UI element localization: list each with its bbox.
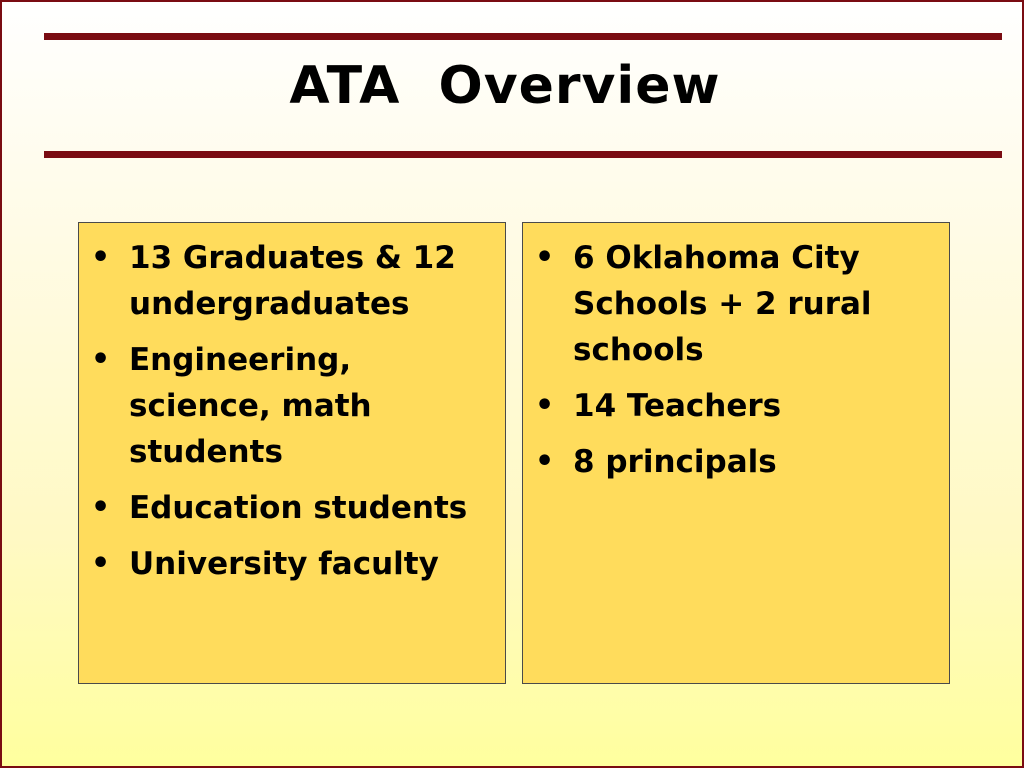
bullet-icon: •: [91, 546, 111, 581]
list-item: [89, 541, 495, 587]
list-item: [89, 337, 495, 475]
right-content-box: [522, 222, 950, 684]
left-content-box: [78, 222, 506, 684]
list-item: [533, 235, 939, 373]
list-item-text: 8 principals: [573, 444, 777, 480]
bullet-icon: •: [535, 240, 555, 275]
title-top-rule: [44, 33, 1002, 40]
list-item-text: University faculty: [129, 546, 439, 582]
left-bullet-list: [89, 235, 495, 587]
list-item-text: Education students: [129, 490, 468, 526]
list-item: [533, 383, 939, 429]
list-item-text: 13 Graduates & 12 undergraduates: [129, 240, 456, 322]
slide-title: ATA Overview: [289, 56, 721, 116]
bullet-icon: •: [535, 388, 555, 423]
list-item-text: Engineering, science, math students: [129, 342, 372, 470]
bullet-icon: •: [91, 342, 111, 377]
list-item-text: 14 Teachers: [573, 388, 782, 424]
bullet-icon: •: [91, 240, 111, 275]
right-bullet-list: [533, 235, 939, 485]
bullet-icon: •: [535, 444, 555, 479]
title-bottom-rule: [44, 151, 1002, 158]
list-item-text: 6 Oklahoma City Schools + 2 rural schools: [573, 240, 872, 368]
list-item: [533, 439, 939, 485]
list-item: [89, 485, 495, 531]
list-item: [89, 235, 495, 327]
bullet-icon: •: [91, 490, 111, 525]
